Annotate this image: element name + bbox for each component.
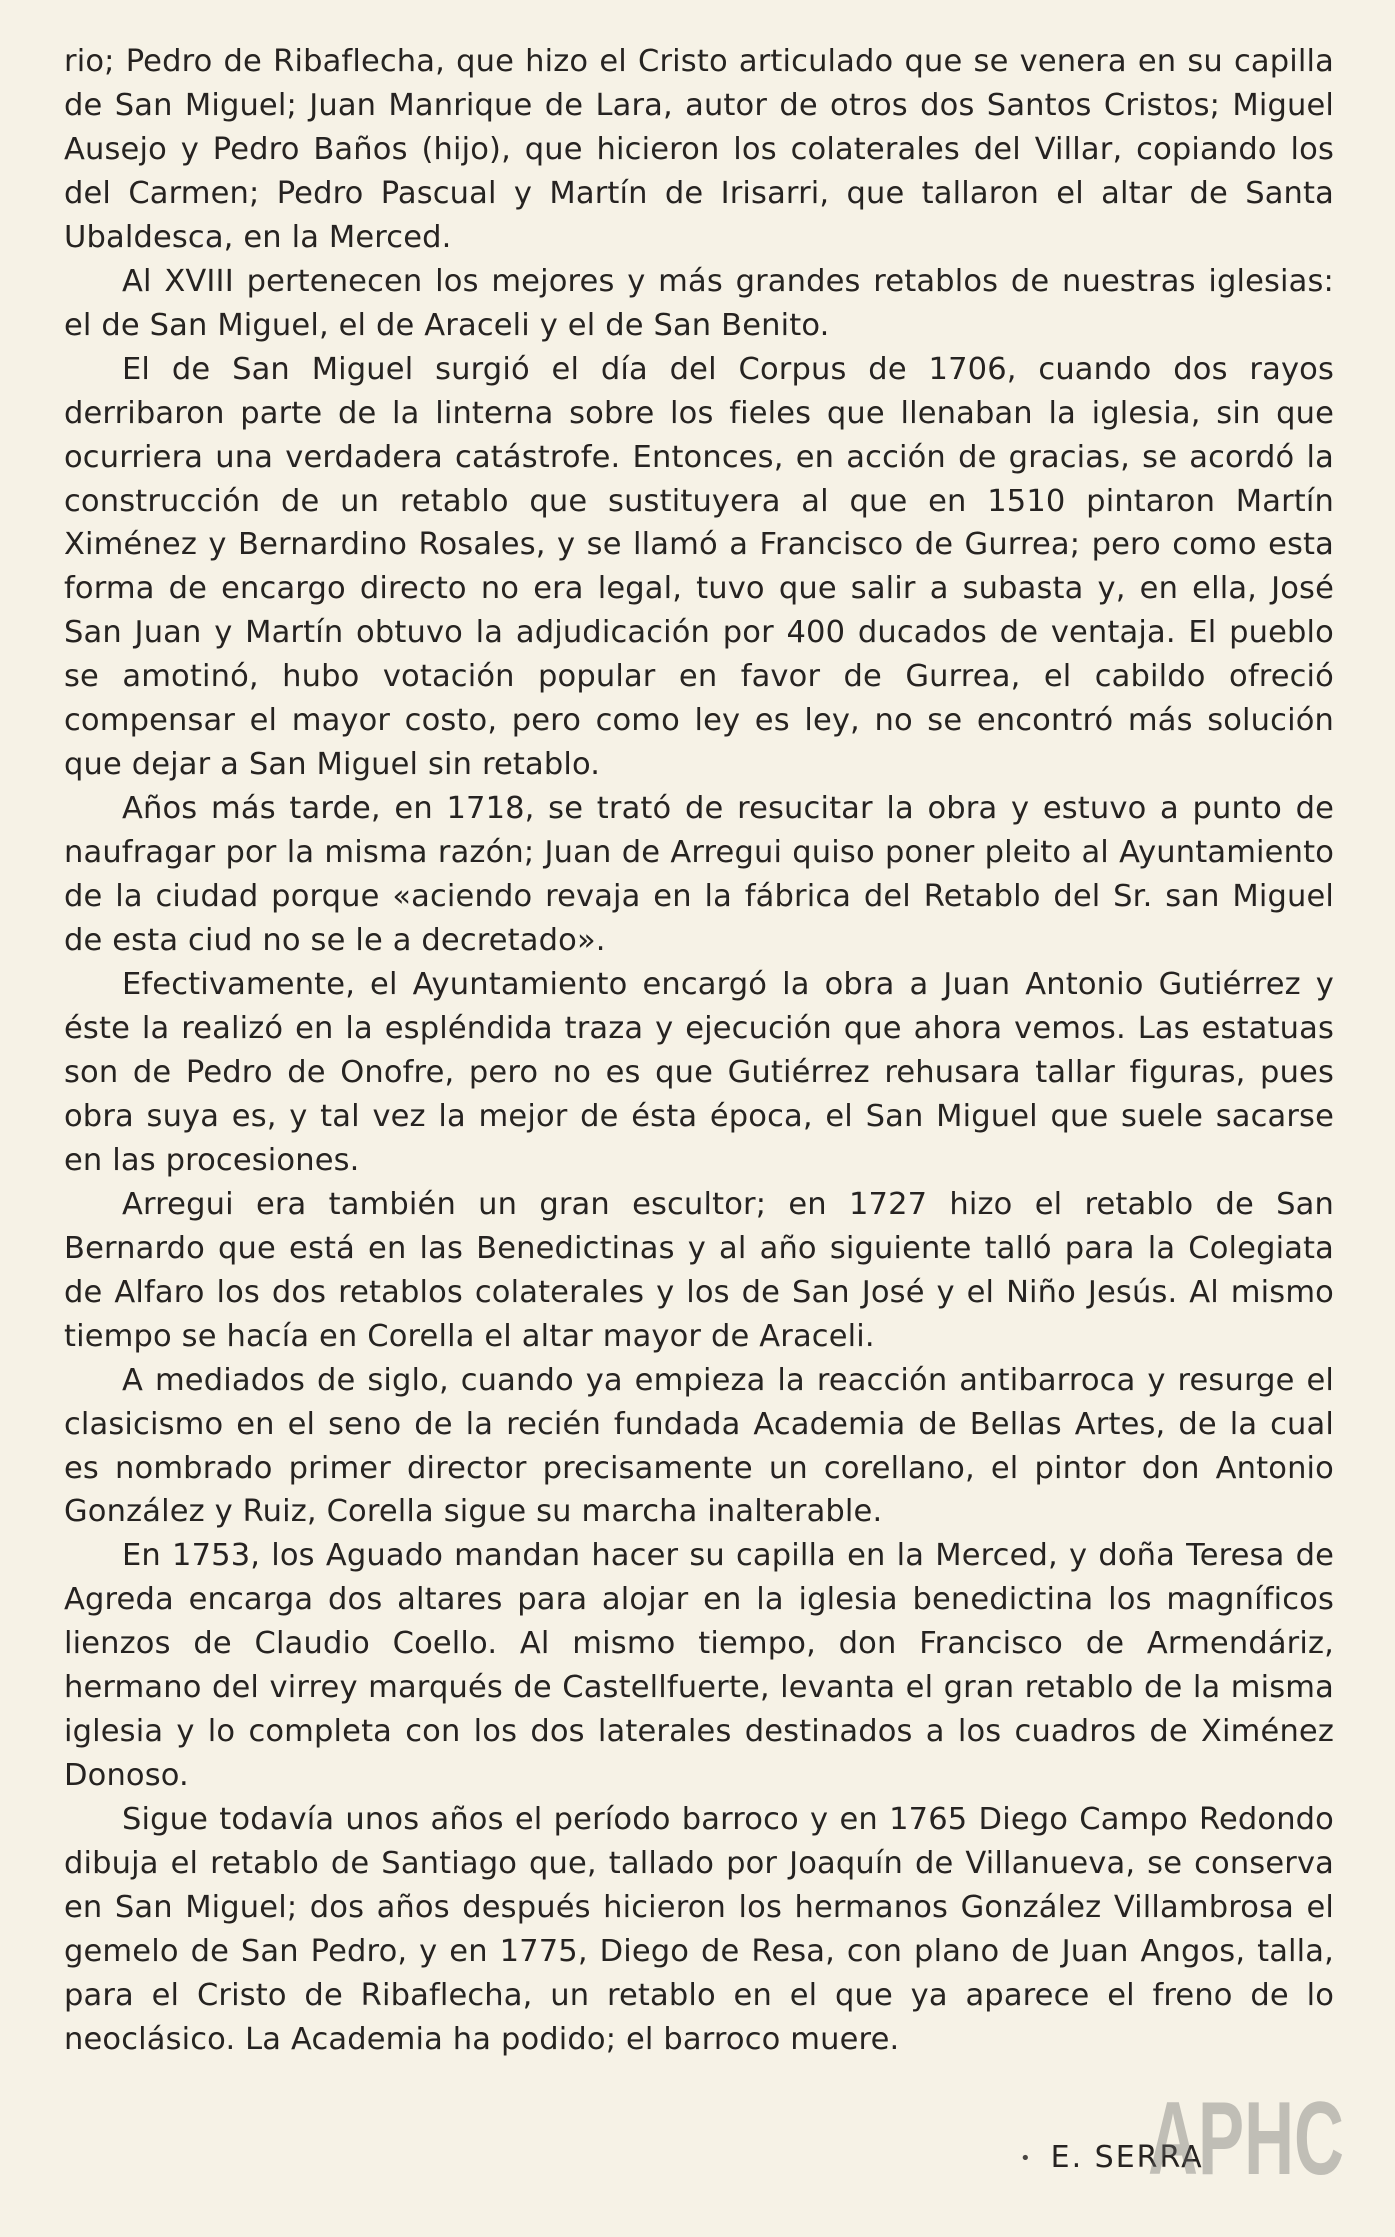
paragraph: Efectivamente, el Ayuntamiento encargó la obra a Juan Antonio Gutiérrez y éste la realizó en la espléndida traza y ejecución que ahora vemos. Las estatuas son de Pedro de Onofre, pero no es que Gutiérrez rehusara tallar figuras, pues obra suya es, y tal vez la mejor de ésta época, el San Miguel que suele sacarse en las procesiones. bbox=[64, 967, 1334, 1178]
paragraph: El de San Miguel surgió el día del Corpus de 1706, cuando dos rayos derribaron parte de la linterna sobre los fieles que llenaban la iglesia, sin que ocurriera una verdadera catástrofe. Entonces, en acción de gracias, se acordó la construcción de un retablo que sustituyera al que en 1510 pintaron Martín Ximénez y Bernardino Rosales, y se llamó a Francisco de Gurrea; pero como esta forma de encargo directo no era legal, tuvo que salir a subasta y, en ella, José San Juan y Martín obtuvo la adjudicación por 400 ducados de ventaja. El pueblo se amotinó, hubo votación popular en favor de Gurrea, el cabildo ofreció compensar el mayor costo, pero como ley es ley, no se encontró más solución que dejar a San Miguel sin retablo. bbox=[64, 351, 1334, 783]
watermark-text: APHC bbox=[1148, 2082, 1344, 2192]
body-text bbox=[64, 40, 1334, 2062]
paragraph: En 1753, los Aguado mandan hacer su capilla en la Merced, y doña Teresa de Agreda encarga dos altares para alojar en la iglesia benedictina los magníficos lienzos de Claudio Coello. Al mismo tiempo, don Francisco de Armendáriz, hermano del virrey marqués de Castellfuerte, levanta el gran retablo de la misma iglesia y lo completa con los dos laterales destinados a los cuadros de Ximénez Donoso. bbox=[64, 1538, 1334, 1794]
paragraph: Al XVIII pertenecen los mejores y más grandes retablos de nuestras iglesias: el de San Miguel, el de Araceli y el de San Benito. bbox=[64, 263, 1334, 343]
aphc-watermark bbox=[1146, 2082, 1346, 2192]
paragraph: Años más tarde, en 1718, se trató de resucitar la obra y estuvo a punto de naufragar por la misma razón; Juan de Arregui quiso poner pleito al Ayuntamiento de la ciudad porque «aciendo revaja en la fábrica del Retablo del Sr. san Miguel de esta ciud no se le a decretado». bbox=[64, 791, 1334, 959]
bullet-dot-icon: • bbox=[1020, 2148, 1033, 2169]
paragraph-continuation: rio; Pedro de Ribaflecha, que hizo el Cristo articulado que se venera en su capilla de San Miguel; Juan Manrique de Lara, autor de otros dos Santos Cristos; Miguel Ausejo y Pedro Baños (hijo), que hicieron los colaterales del Villar, copiando los del Carmen; Pedro Pascual y Martín de Irisarri, que tallaron el altar de Santa Ubaldesca, en la Merced. bbox=[64, 44, 1334, 255]
paragraph: Sigue todavía unos años el período barroco y en 1765 Diego Campo Redondo dibuja el retablo de Santiago que, tallado por Joaquín de Villanueva, se conserva en San Miguel; dos años después hicieron los hermanos González Villambrosa el gemelo de San Pedro, y en 1775, Diego de Resa, con plano de Juan Angos, talla, para el Cristo de Ribaflecha, un retablo en el que ya aparece el freno de lo neoclásico. La Academia ha podido; el barroco muere. bbox=[64, 1802, 1334, 2057]
signature-text: E. SERRA bbox=[1050, 2140, 1204, 2175]
paragraph: Arregui era también un gran escultor; en 1727 hizo el retablo de San Bernardo que está en las Benedictinas y al año siguiente talló para la Colegiata de Alfaro los dos retablos colaterales y los de San José y el Niño Jesús. Al mismo tiempo se hacía en Corella el altar mayor de Araceli. bbox=[64, 1186, 1334, 1354]
paragraph: A mediados de siglo, cuando ya empieza la reacción antibarroca y resurge el clasicismo en el seno de la recién fundada Academia de Bellas Artes, de la cual es nombrado primer director precisamente un corellano, el pintor don Antonio González y Ruiz, Corella sigue su marcha inalterable. bbox=[64, 1362, 1334, 1530]
